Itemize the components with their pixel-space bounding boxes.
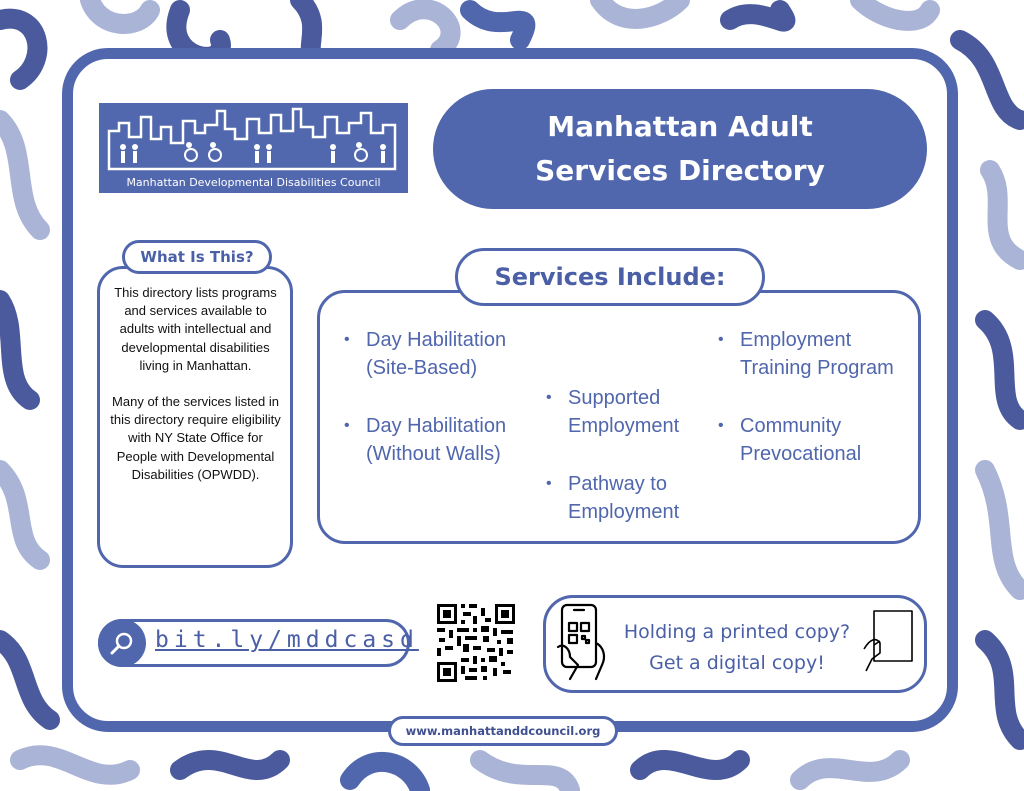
bullet-icon: • xyxy=(546,389,552,406)
digital-copy-line-1: Holding a printed copy? xyxy=(623,621,851,643)
bullet-icon: • xyxy=(546,475,552,492)
what-paragraph-1: This directory lists programs and services available to adults with intellectual and developmental disabilities living in Manhattan. xyxy=(114,285,277,373)
bullet-icon: • xyxy=(718,331,724,348)
council-logo xyxy=(99,103,408,193)
services-label: Services Include: xyxy=(455,248,765,306)
search-icon xyxy=(98,619,146,667)
website-url[interactable]: www.manhattanddcouncil.org xyxy=(388,716,618,746)
page-title xyxy=(433,89,927,209)
what-is-this-text xyxy=(108,284,283,484)
qr-code-icon[interactable] xyxy=(437,604,515,682)
digital-copy-line-2: Get a digital copy! xyxy=(649,652,825,674)
phone-qr-scan-icon xyxy=(556,603,608,681)
service-day-hab-site: • Day Habilitation (Site-Based) xyxy=(366,326,506,382)
service-day-hab-without-walls: • Day Habilitation (Without Walls) xyxy=(366,412,506,468)
service-employment-training: • Employment Training Program xyxy=(740,326,894,382)
service-community-prevocational: • Community Prevocational xyxy=(740,412,861,468)
bullet-icon: • xyxy=(344,417,350,434)
paper-sheet-icon xyxy=(862,609,916,675)
title-line-2: Services Directory xyxy=(535,154,825,187)
short-link[interactable]: bit.ly/mddcasd xyxy=(155,627,419,653)
bullet-icon: • xyxy=(344,331,350,348)
bullet-icon: • xyxy=(718,417,724,434)
what-paragraph-2: Many of the services listed in this directory require eligibility with NY State Office for People with Developmental Disabilities (OPWDD). xyxy=(110,394,281,482)
council-name: Manhattan Developmental Disabilities Council xyxy=(126,176,381,189)
service-pathway-to-employment: • Pathway to Employment xyxy=(568,470,679,526)
digital-copy-text xyxy=(612,617,862,679)
service-supported-employment: • Supported Employment xyxy=(568,384,679,440)
what-is-this-label: What Is This? xyxy=(122,240,272,274)
title-line-1: Manhattan Adult xyxy=(547,110,813,143)
